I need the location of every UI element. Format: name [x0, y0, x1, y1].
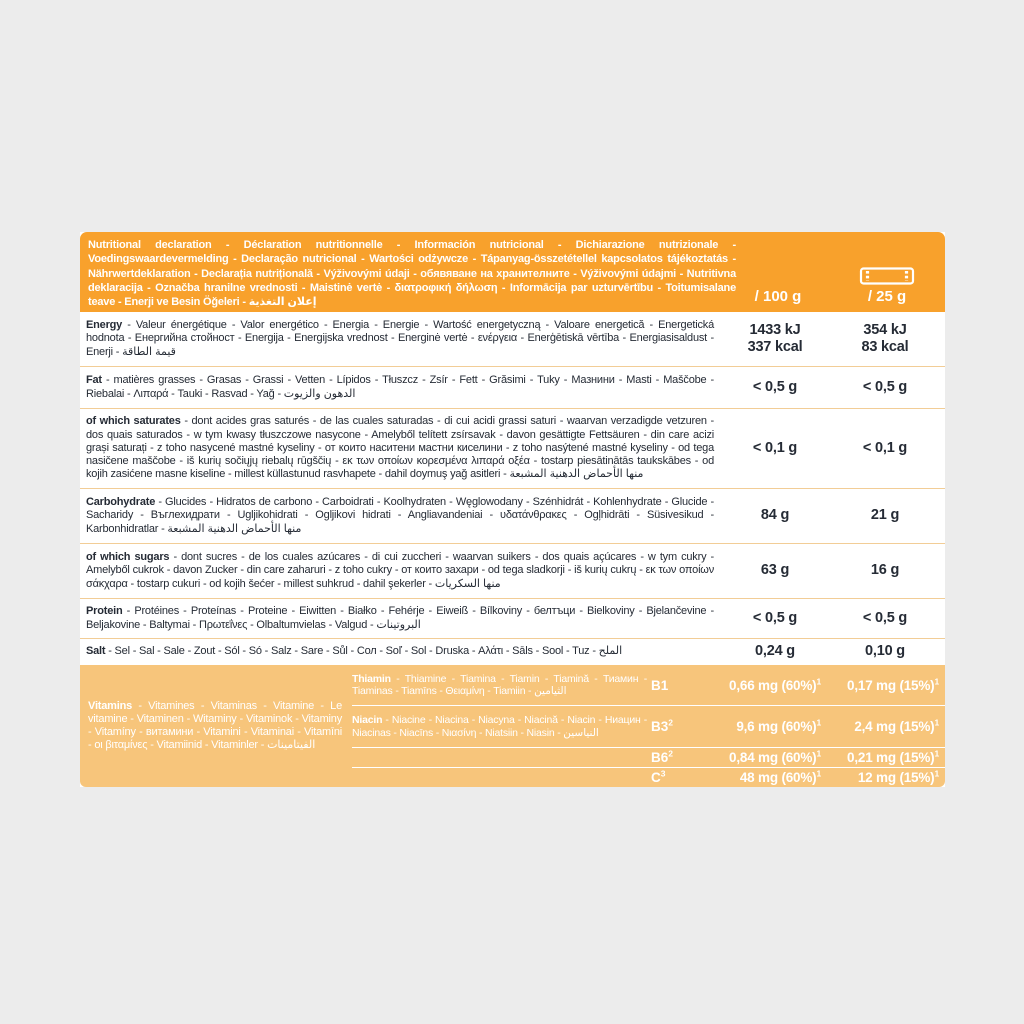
niacin-lead: Niacin — [352, 714, 383, 726]
protein-value-per-25g: < 0,5 g — [862, 609, 908, 626]
row-saturates-translations: - dont acides gras saturés - de las cuales saturadas - di cui acidi grassi saturi - waarvan verzadigde vetzuren - dos quais saturados - w tym kwasy tłuszczowe nasycone - Amelyből telített zsírsavak - davon gesättigte Fettsäuren - din care acizi grași saturați - z toho nasycené mastné kyseliny - от които наситени мастни киселини - z toho nasýtené mastné kyseliny - od tega nasičene maščobe - iš kurių sočiųjų riebalų rūgščių - εκ των οποίων κορεσμένα λιπαρά οξέα - tostarp piesātinātās taukskābes - od kojih zasićene masne kiseline - millest küllastunud rasvhapete - dahil doymuş yağ asitleri - منها الأحماض الدهنية المشبعة — [86, 415, 715, 481]
row-protein-lead: Protein — [86, 605, 123, 618]
energy-kcal-100g: 337 kcal — [747, 339, 803, 355]
energy-value-per-25g — [830, 322, 940, 356]
thiamin-lead: Thiamin — [352, 672, 391, 685]
b1-value-per-25g: 0,17 mg $(15\%)^1$ — [847, 676, 939, 693]
sugars-value-per-100g: 63 g — [760, 562, 790, 579]
column-header-per-100g: / 100 g — [754, 288, 802, 305]
vitamins-translations: - Vitamines - Vitaminas - Vitamine - Le vitamine - Vitaminen - Witaminy - Vitaminok - Vitaminy - Vitamíny - витамини - Vitamini - Vitaminai - Vitamīni - οι βιταμίνες - Vitamiinid - Vitaminler - الفيتامينات — [88, 699, 342, 752]
row-sugars-translations: - dont sucres - de los cuales azúcares - di cui zuccheri - waarvan suikers - dos quais açúcares - w tym cukry - Amelyből cukrok - davon Zucker - din care zaharuri - z toho cukry - от които захари - od tega sladkorji - iš kurių cukrų - εκ των οποίων σάκχαρα - tostarp cukuri - od kojih šećer - millest suhkrud - dahil şekerler - منها السكريات — [86, 551, 714, 590]
salt-value-per-100g: 0,24 g — [755, 643, 795, 660]
vitamins-lead: Vitamins — [88, 699, 133, 712]
row-fat — [80, 366, 945, 408]
vitamin-code-c: $C^3$ — [651, 768, 666, 785]
row-saturates-lead: of which saturates — [86, 415, 181, 428]
column-header-per-25g: / 25 g — [867, 288, 907, 305]
vitamin-row-c — [352, 767, 945, 787]
energy-kcal-25g: 83 kcal — [861, 339, 909, 355]
row-sugars-label — [86, 548, 720, 594]
vitamin-row-b6 — [352, 747, 945, 767]
thiamin-label — [352, 673, 651, 698]
c-value-per-100g: 48 mg $(60\%)^1$ — [739, 768, 821, 785]
row-fat-lead: Fat — [86, 374, 102, 387]
row-carbohydrate-lead: Carbohydrate — [86, 496, 156, 509]
b3-value-per-100g: 9,6 mg $(60\%)^1$ — [736, 717, 821, 734]
thiamin-translations: - Thiamine - Tiamina - Tiamin - Tiamină - Тиамин - Tiaminas - Tiamīns - Θειαμίνη - Tiamiin - الثيامين — [352, 672, 647, 697]
b1-value-per-100g: 0,66 mg $(60\%)^1$ — [729, 676, 821, 693]
energy-value-per-100g — [720, 322, 830, 356]
row-sugars — [80, 543, 945, 598]
vitamin-code-b3: $B3^2$ — [651, 717, 673, 734]
carbohydrate-value-per-100g: 84 g — [760, 507, 790, 524]
row-fat-translations: - matières grasses - Grasas - Grassi - Vetten - Lípidos - Tłuszcz - Zsír - Fett - Grăsimi - Tuky - Мазнини - Masti - Maščobe - Riebalai - Λιπαρά - Tauki - Rasvad - Yağ - الدهون والزيوت — [86, 374, 714, 400]
energy-kj-100g: 1433 kJ — [749, 321, 801, 338]
row-saturates-label — [86, 412, 720, 484]
row-protein-translations: - Protéines - Proteínas - Proteine - Eiwitten - Białko - Fehérje - Eiweiß - Bílkoviny - белтъци - Bielkoviny - Bjelančevine - Beljakovine - Baltymai - Πρωτεΐνες - Olbaltumvielas - Valgud - البروتينات — [86, 605, 714, 631]
vitamin-code-b1: B1 — [651, 677, 669, 693]
row-energy-label — [86, 316, 720, 362]
b6-value-per-100g: 0,84 mg $(60\%)^1$ — [729, 748, 821, 765]
row-energy-translations: - Valeur énergétique - Valor energético - Energia - Energie - Wartość energetyczną - Valoare energetică - Energetická hodnota - Енергийна стойност - Energija - Energijska vrednost - Energinė vertė - ενέργεια - Enerģētiskā vērtība - Energiasisaldust - Enerji - قيمة الطاقة — [86, 319, 714, 358]
table-header — [80, 232, 945, 312]
vitamin-row-b1 — [352, 665, 945, 705]
saturates-value-per-25g: < 0,1 g — [862, 439, 908, 456]
niacin-label — [352, 714, 651, 739]
salt-value-per-25g: 0,10 g — [865, 643, 905, 660]
table-title: Nutritional declaration - Déclaration nutritionnelle - Información nutricional - Dichiarazione nutrizionale - Voedingswaardevermelding - Declaração nutricional - Wartości odżywcze - Tápanyag-összetétellel kapcsolatos tájékoztatás - Nährwertdeklaration - Declarația nutrițională - Výživovými údaji - обявяване на хранителните - Výživovými údajmi - Nutritivna deklaracija - Označba hranilne vrednosti - Maistinė vertė - διατροφική δήλωση - Informācija par uzturvērtību - Toitumisalane teave - Enerji ve Besin Öğeleri - إعلان التغذية — [88, 239, 736, 309]
fat-value-per-25g: < 0,5 g — [862, 378, 908, 395]
fat-value-per-100g: < 0,5 g — [752, 378, 798, 395]
row-carbohydrate-label — [86, 493, 720, 539]
vitamin-row-b3 — [352, 705, 945, 747]
b6-value-per-25g: 0,21 mg $(15\%)^1$ — [847, 748, 939, 765]
vitamins-rows — [352, 665, 945, 787]
row-salt-lead: Salt — [86, 645, 106, 658]
protein-value-per-100g: < 0,5 g — [752, 609, 798, 626]
row-carbohydrate — [80, 488, 945, 543]
row-sugars-lead: of which sugars — [86, 551, 170, 564]
row-salt-translations: - Sel - Sal - Sale - Zout - Sól - Só - Salz - Sare - Sůl - Сол - Soľ - Sol - Druska - Αλάτι - Sāls - Sool - Tuz - الملح — [105, 645, 623, 658]
niacin-translations: - Niacine - Niacina - Niacyna - Niacină - Niacin - Ниацин - Niacinas - Niacīns - Νιασίνη - Niatsiin - Niasin - النياسين — [352, 714, 647, 739]
vitamins-section — [80, 665, 945, 787]
row-saturates — [80, 408, 945, 488]
row-salt-label — [86, 642, 720, 661]
row-protein — [80, 598, 945, 638]
vitamin-code-b6: $B6^2$ — [651, 748, 673, 765]
row-energy — [80, 312, 945, 366]
c-value-per-25g: 12 mg $(15\%)^1$ — [857, 768, 939, 785]
saturates-value-per-100g: < 0,1 g — [752, 439, 798, 456]
energy-kj-25g: 354 kJ — [863, 321, 907, 338]
row-fat-label — [86, 371, 720, 403]
row-protein-label — [86, 602, 720, 634]
vitamins-label — [80, 665, 352, 787]
row-carbohydrate-translations: - Glucides - Hidratos de carbono - Carboidrati - Koolhydraten - Węglowodany - Szénhidrát - Kohlenhydrate - Glucide - Sacharidy - Въглехидрати - Ugljikohidrati - Ogljikovi hidrati - Angliavandeniai - υδατάνθρακες - Ogļhidrāti - Süsivesikud - Karbonhidratlar - منها الأحماض الدهنية المشبعة — [86, 496, 714, 535]
sugars-value-per-25g: 16 g — [870, 562, 900, 579]
portion-bar-icon — [859, 265, 915, 287]
b3-value-per-25g: 2,4 mg $(15\%)^1$ — [854, 717, 939, 734]
row-energy-lead: Energy — [86, 319, 123, 332]
row-salt — [80, 638, 945, 665]
carbohydrate-value-per-25g: 21 g — [870, 507, 900, 524]
nutrition-label-card — [80, 232, 945, 787]
